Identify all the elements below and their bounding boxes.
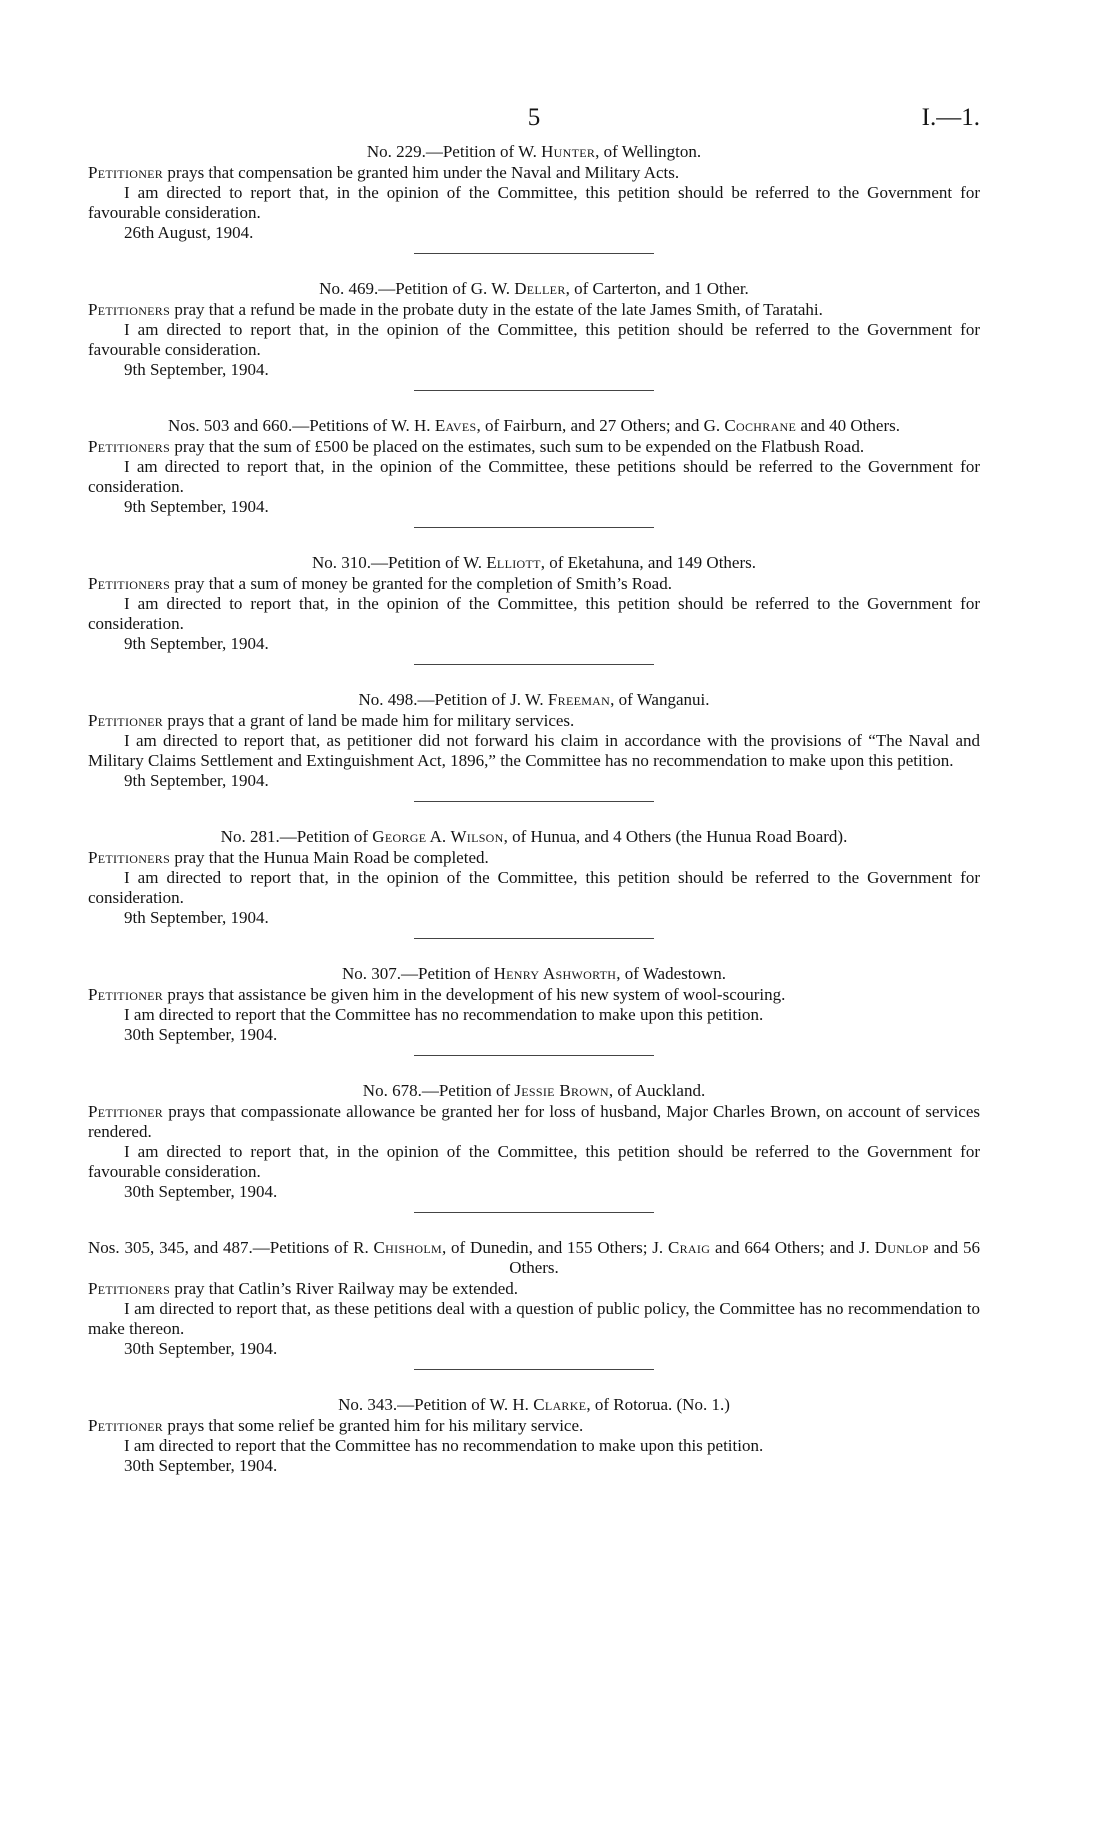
petition-title: No. 307.—Petition of Henry Ashworth, of Wadestown. [341, 964, 727, 983]
petition-prayer: Petitioner prays that compensation be granted him under the Naval and Military Acts. [88, 163, 680, 182]
petition-entry [88, 690, 980, 791]
report-date: 9th September, 1904. [124, 771, 269, 790]
petition-title: No. 678.—Petition of Jessie Brown, of Auckland. [362, 1081, 706, 1100]
petition-title: No. 310.—Petition of W. Elliott, of Eketahuna, and 149 Others. [311, 553, 756, 572]
petition-entry [88, 1081, 980, 1202]
page-header [88, 104, 980, 142]
petition-entry [88, 964, 980, 1045]
petition-entry [88, 416, 980, 517]
section-divider [414, 664, 654, 665]
section-divider [414, 1369, 654, 1370]
section-divider [414, 801, 654, 802]
petition-title: No. 498.—Petition of J. W. Freeman, of Wanganui. [358, 690, 710, 709]
committee-report: I am directed to report that, in the opinion of the Committee, this petition should be referred to the Government for favourable consideration. [88, 183, 980, 222]
petition-prayer: Petitioner prays that a grant of land be made him for military services. [88, 711, 575, 730]
page-number: 5 [527, 104, 541, 131]
report-date: 30th September, 1904. [124, 1339, 278, 1358]
petition-prayer: Petitioners pray that Catlin’s River Railway may be extended. [88, 1279, 519, 1298]
petition-prayer: Petitioner prays that compassionate allowance be granted her for loss of husband, Major Charles Brown, on account of services rendered. [88, 1102, 980, 1141]
section-divider [414, 1212, 654, 1213]
report-date: 9th September, 1904. [124, 360, 269, 379]
section-divider [414, 390, 654, 391]
committee-report: I am directed to report that, as petitioner did not forward his claim in accordance with the provisions of “The Naval and Military Claims Settlement and Extinguishment Act, 1896,” the Committee has no recommendation to make upon this petition. [88, 731, 980, 770]
report-date: 30th September, 1904. [124, 1025, 278, 1044]
petition-prayer: Petitioner prays that some relief be granted him for his military service. [88, 1416, 584, 1435]
committee-report: I am directed to report that, as these petitions deal with a question of public policy, the Committee has no recommendation to make thereon. [88, 1299, 980, 1338]
section-divider [414, 253, 654, 254]
report-date: 9th September, 1904. [124, 908, 269, 927]
petition-title: No. 281.—Petition of George A. Wilson, of Hunua, and 4 Others (the Hunua Road Board). [220, 827, 848, 846]
committee-report: I am directed to report that, in the opinion of the Committee, this petition should be referred to the Government for consideration. [88, 594, 980, 633]
petition-entry [88, 279, 980, 380]
committee-report: I am directed to report that, in the opinion of the Committee, this petition should be referred to the Government for favourable consideration. [88, 320, 980, 359]
petition-prayer: Petitioners pray that the sum of £500 be placed on the estimates, such sum to be expended on the Flatbush Road. [88, 437, 865, 456]
committee-report: I am directed to report that the Committee has no recommendation to make upon this petition. [124, 1005, 764, 1024]
petition-prayer: Petitioner prays that assistance be given him in the development of his new system of wool-scouring. [88, 985, 786, 1004]
committee-report: I am directed to report that, in the opinion of the Committee, these petitions should be referred to the Government for consideration. [88, 457, 980, 496]
petition-entry [88, 1395, 980, 1476]
petition-entry [88, 553, 980, 654]
report-date: 9th September, 1904. [124, 497, 269, 516]
committee-report: I am directed to report that the Committee has no recommendation to make upon this petition. [124, 1436, 764, 1455]
petition-entry [88, 827, 980, 928]
petition-prayer: Petitioners pray that the Hunua Main Road be completed. [88, 848, 489, 867]
paper-reference: I.—1. [921, 104, 980, 131]
section-divider [414, 527, 654, 528]
document-page [88, 104, 980, 1476]
section-divider [414, 1055, 654, 1056]
report-date: 30th September, 1904. [124, 1456, 278, 1475]
petition-title: No. 229.—Petition of W. Hunter, of Wellington. [366, 142, 702, 161]
report-date: 26th August, 1904. [124, 223, 254, 242]
committee-report: I am directed to report that, in the opinion of the Committee, this petition should be referred to the Government for favourable consideration. [88, 1142, 980, 1181]
section-divider [414, 938, 654, 939]
petition-title: Nos. 503 and 660.—Petitions of W. H. Eaves, of Fairburn, and 27 Others; and G. Cochrane and 40 Others. [168, 416, 900, 435]
committee-report: I am directed to report that, in the opinion of the Committee, this petition should be referred to the Government for consideration. [88, 868, 980, 907]
petition-entry [88, 1238, 980, 1359]
petition-title: No. 343.—Petition of W. H. Clarke, of Rotorua. (No. 1.) [338, 1395, 730, 1414]
petition-title: Nos. 305, 345, and 487.—Petitions of R. Chisholm, of Dunedin, and 155 Others; J. Craig and 664 Others; and J. Dunlop and 56 Others. [88, 1238, 980, 1277]
petition-title: No. 469.—Petition of G. W. Deller, of Carterton, and 1 Other. [319, 279, 749, 298]
report-date: 9th September, 1904. [124, 634, 269, 653]
petition-prayer: Petitioners pray that a refund be made in the probate duty in the estate of the late James Smith, of Taratahi. [88, 300, 823, 319]
petition-prayer: Petitioners pray that a sum of money be granted for the completion of Smith’s Road. [88, 574, 672, 593]
report-date: 30th September, 1904. [124, 1182, 278, 1201]
petition-entry [88, 142, 980, 243]
